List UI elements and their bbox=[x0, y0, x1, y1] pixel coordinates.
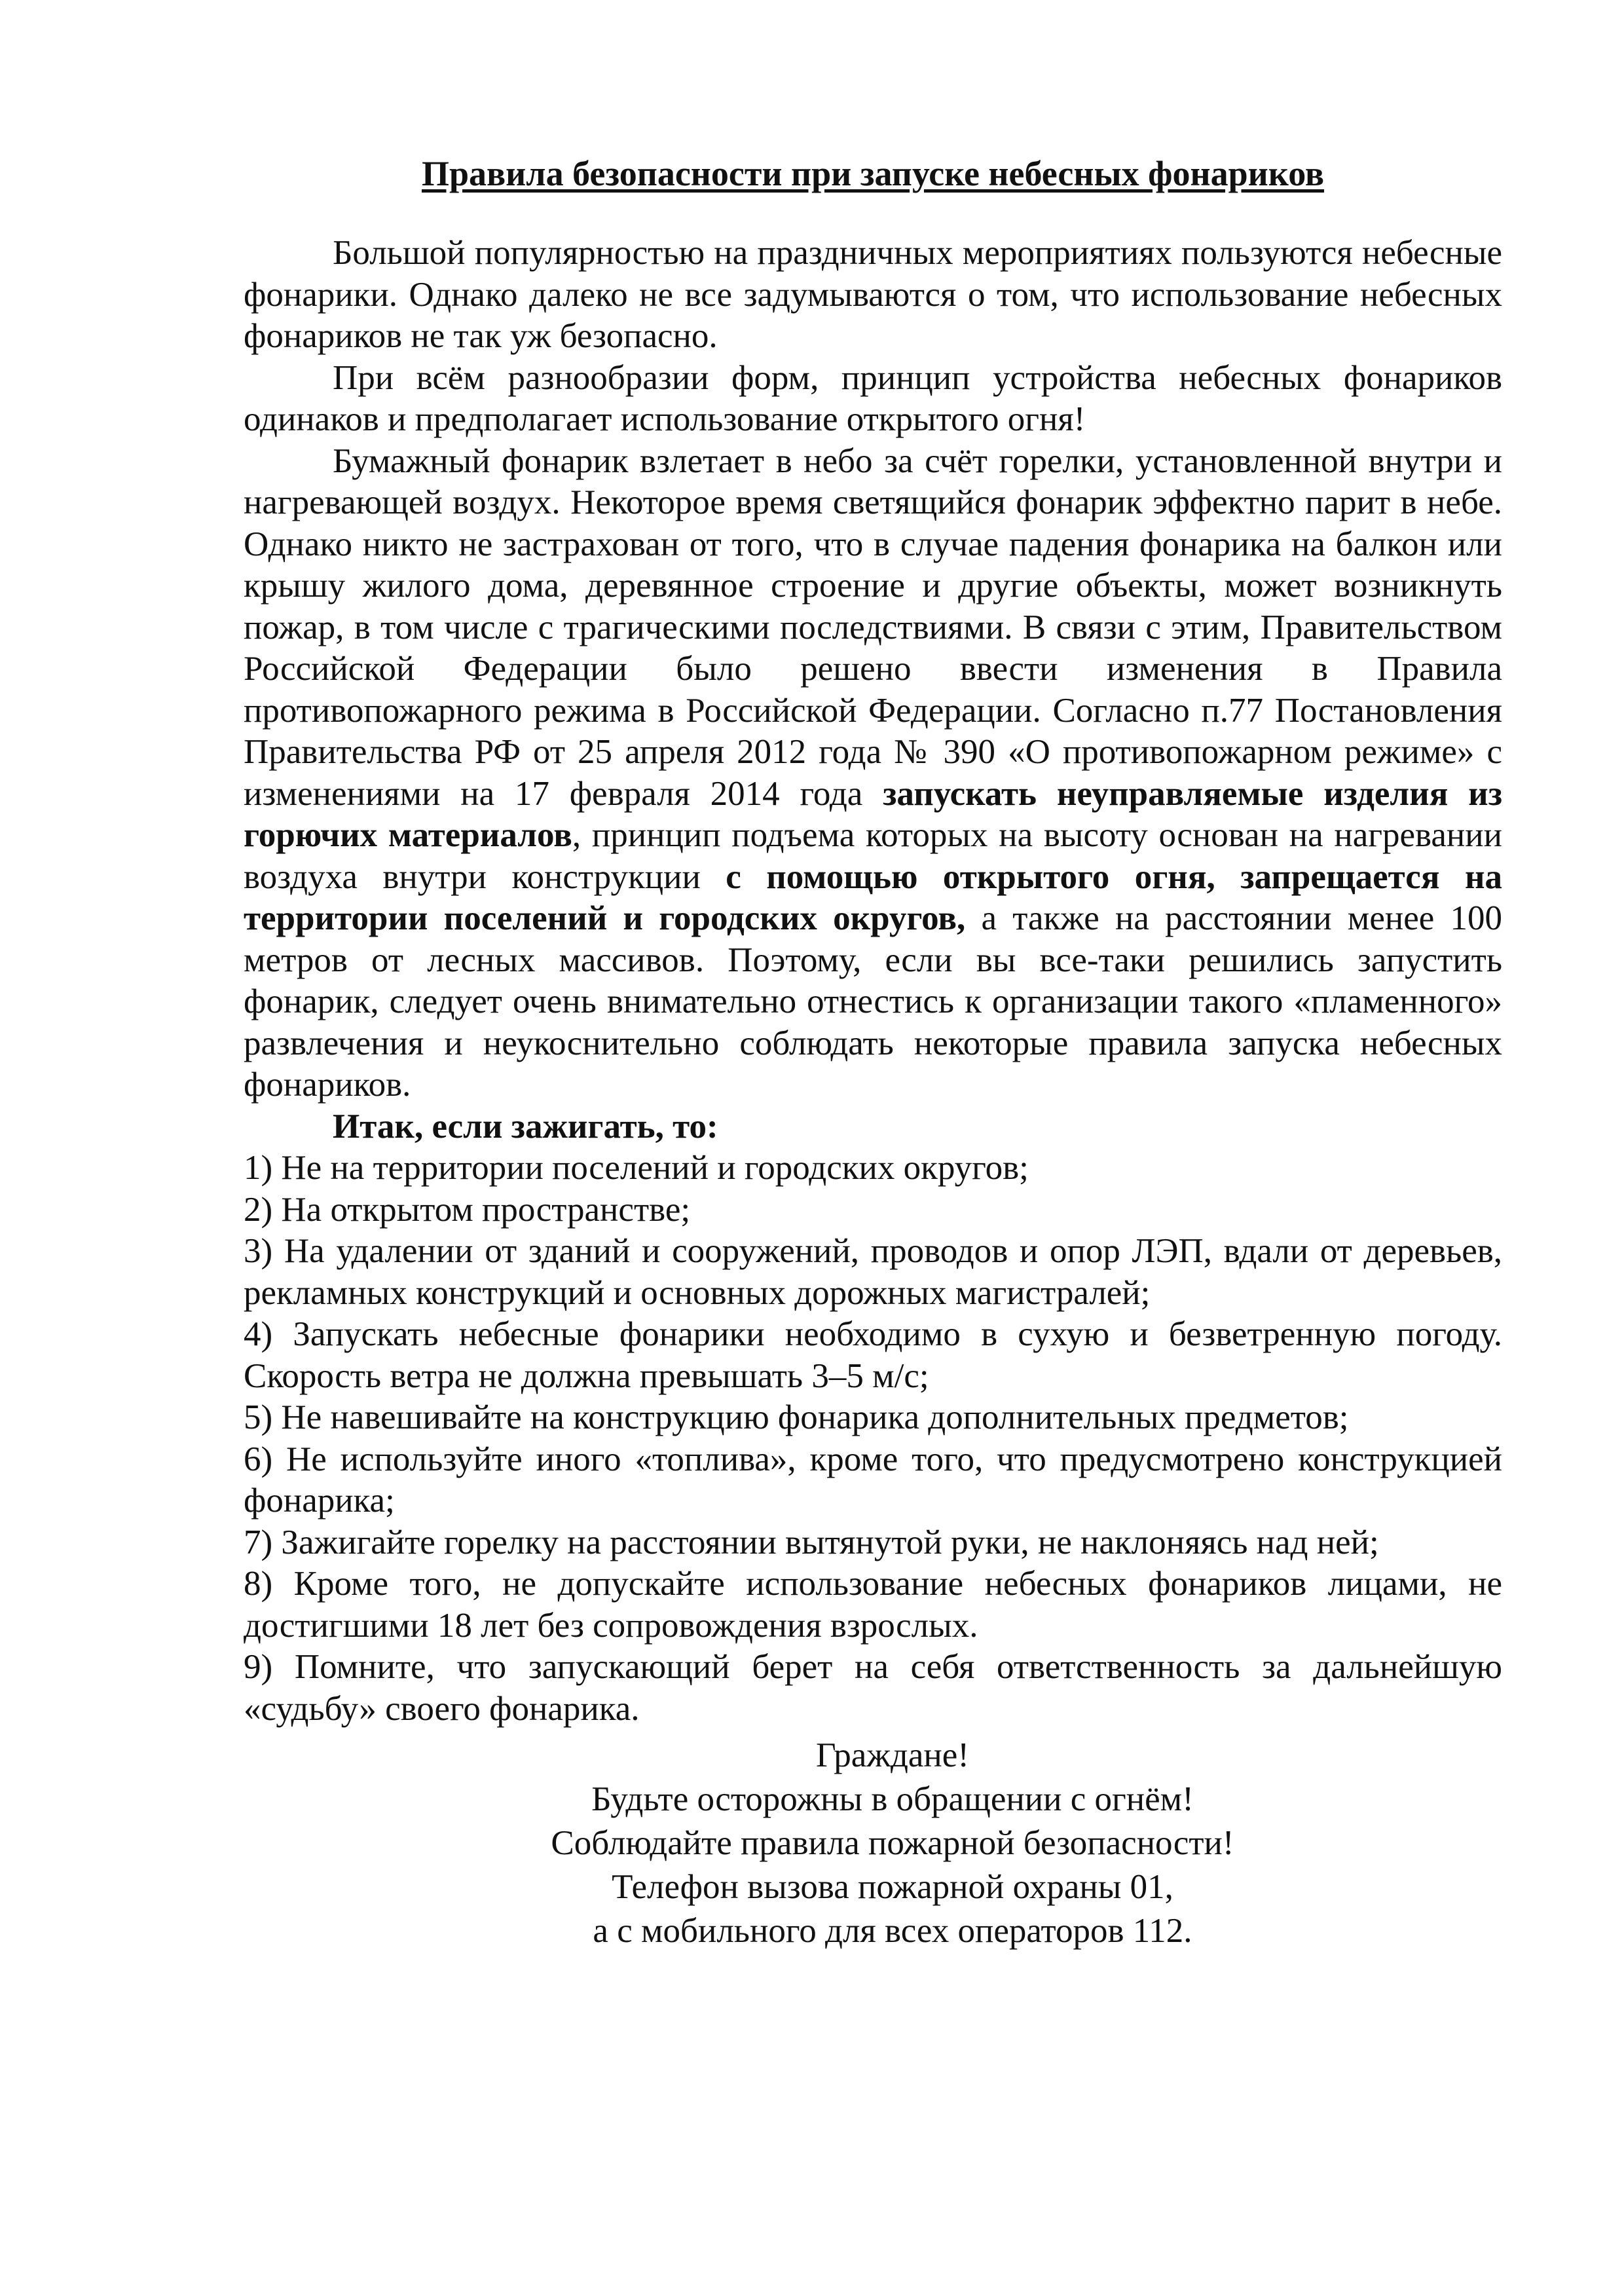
closing-greeting: Граждане! bbox=[816, 1736, 969, 1774]
document-page bbox=[244, 147, 1502, 1953]
rule-item: 2) На открытом пространстве; bbox=[244, 1190, 691, 1229]
regulation-text-3: а также на расстоянии менее 100 метров от лесных массивов. Поэтому, если вы все-таки решились запустить фонарик, следует очень внимательно отнестись к организации такого «пламенного» развлечения и неукоснительно соблюдать некоторые правила запуска небесных фонариков. bbox=[244, 899, 1503, 1104]
rule-item: 9) Помните, что запускающий берет на себя ответственность за дальнейшую «судьбу» своего фонарика. bbox=[244, 1648, 1502, 1728]
fire-phone-line: Телефон вызова пожарной охраны 01, bbox=[612, 1868, 1173, 1906]
regulation-paragraph bbox=[244, 441, 1502, 1106]
document-title: Правила безопасности при запуске небесных фонариков bbox=[421, 154, 1325, 193]
rule-item: 8) Кроме того, не допускайте использование небесных фонариков лицами, не достигшими 18 лет без сопровождения взрослых. bbox=[244, 1565, 1502, 1645]
closing-appeal bbox=[244, 1734, 1502, 1953]
rule-item: 3) На удалении от зданий и сооружений, проводов и опор ЛЭП, вдали от деревьев, рекламных конструкций и основных дорожных магистралей; bbox=[244, 1232, 1502, 1312]
rule-item: 1) Не на территории поселений и городских округов; bbox=[244, 1149, 1029, 1187]
regulation-bold-1: запускать неуправляемые изделия из горючих материалов bbox=[244, 774, 1502, 854]
rule-item: 6) Не используйте иного «топлива», кроме того, что предусмотрено конструкцией фонарика; bbox=[244, 1440, 1502, 1520]
regulation-text-1: Бумажный фонарик взлетает в небо за счёт горелки, установленной внутри и нагревающей воздух. Некоторое время светящийся фонарик эффектно парит в небе. Однако никто не застрахован от того, что в случае падения фонарика на балкон или крышу жилого дома, деревянное строение и другие объекты, может возникнуть пожар, в том числе с трагическими последствиями. В связи с этим, Правительством Российской Федерации было решено ввести изменения в Правила противопожарного режима в Российской Федерации. Согласно п.77 Постановления Правительства РФ от 25 апреля 2012 года № 390 «О противопожарном режиме» с изменениями на 17 февраля 2014 года bbox=[244, 441, 1502, 813]
rule-item: 7) Зажигайте горелку на расстоянии вытянутой руки, не наклоняясь над ней; bbox=[244, 1523, 1379, 1561]
closing-line: Соблюдайте правила пожарной безопасности! bbox=[551, 1824, 1234, 1862]
rule-item: 5) Не навешивайте на конструкцию фонарика дополнительных предметов; bbox=[244, 1398, 1349, 1436]
closing-line: Будьте осторожны в обращении с огнём! bbox=[591, 1780, 1194, 1818]
mobile-phone-line: а с мобильного для всех операторов 112. bbox=[593, 1912, 1192, 1950]
rules-lead: Итак, если зажигать, то: bbox=[333, 1107, 718, 1146]
design-paragraph: При всём разнообразии форм, принцип устройства небесных фонариков одинаков и предполагает использование открытого огня! bbox=[244, 358, 1502, 438]
rule-item: 4) Запускать небесные фонарики необходимо в сухую и безветренную погоду. Скорость ветра не должна превышать 3–5 м/с; bbox=[244, 1315, 1502, 1395]
intro-paragraph: Большой популярностью на праздничных мероприятиях пользуются небесные фонарики. Однако далеко не все задумываются о том, что использование небесных фонариков не так уж безопасно. bbox=[244, 234, 1502, 355]
regulation-bold-2: с помощью открытого огня, запрещается на территории поселений и городских округов, bbox=[244, 857, 1502, 937]
rules-list bbox=[244, 1148, 1502, 1730]
regulation-text-2: , принцип подъема которых на высоту основан на нагревании воздуха внутри конструкции bbox=[244, 816, 1502, 896]
